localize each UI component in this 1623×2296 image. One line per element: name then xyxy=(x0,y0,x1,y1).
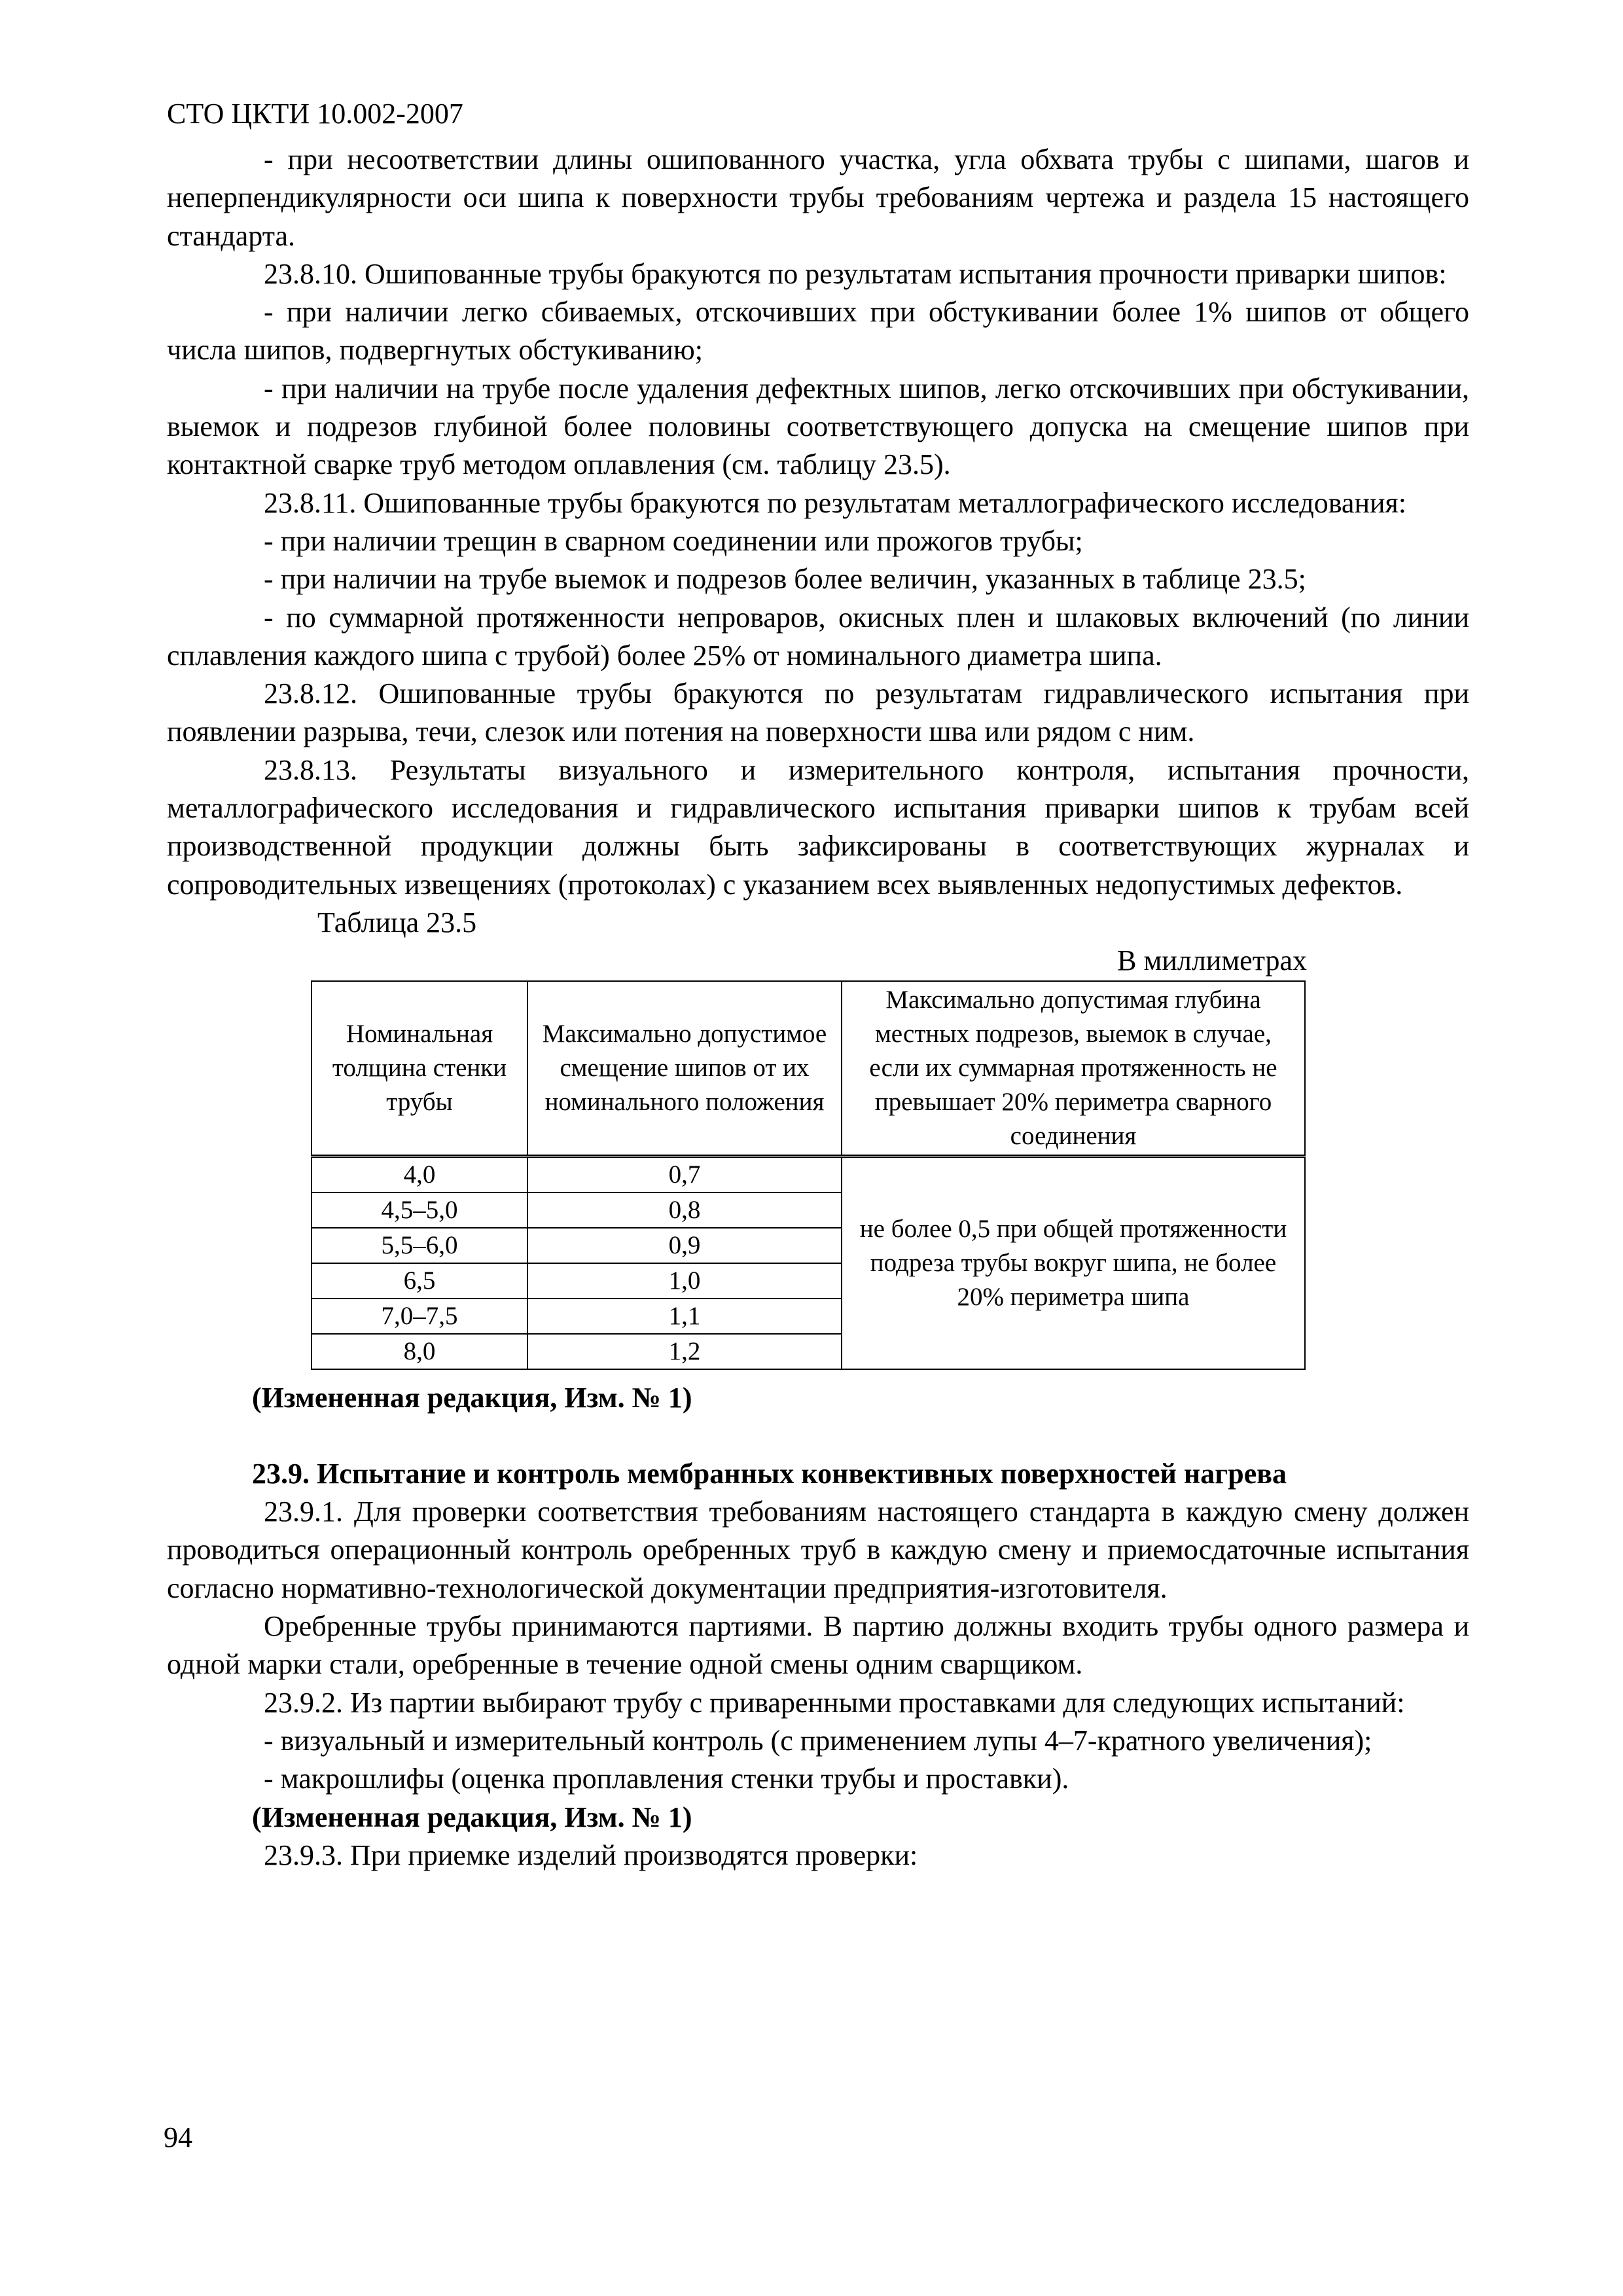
amendment-note: (Измененная редакция, Изм. № 1) xyxy=(252,1801,692,1833)
document-body xyxy=(167,141,1469,1874)
table-cell-offset: 1,0 xyxy=(527,1263,842,1299)
data-table xyxy=(311,980,1306,1370)
table-cell-thickness: 4,5–5,0 xyxy=(312,1193,527,1228)
table-cell-thickness: 6,5 xyxy=(312,1263,527,1299)
section-heading: 23.9. Испытание и контроль мембранных конвективных поверхностей нагрева xyxy=(252,1457,1287,1490)
table-header-cell: Максимально допустимая глубина местных подрезов, выемок в случае, если их суммарная протяженность не превышает 20% периметра сварного соединения xyxy=(842,981,1305,1157)
table-cell-thickness: 4,0 xyxy=(312,1156,527,1193)
table-units: В миллиметрах xyxy=(1117,944,1307,977)
paragraph: 23.8.10. Ошипованные трубы бракуются по результатам испытания прочности приварки шипов: xyxy=(264,257,1447,290)
paragraph: 23.8.13. Результаты визуального и измерительного контроля, испытания прочности, металлографического исследования и гидравлического испытания приварки шипов к трубам всей производственной продукции должны быть зафиксированы в соответствующих журналах и сопроводительных извещениях (протоколах) с указанием всех выявленных недопустимых дефектов. xyxy=(167,753,1469,901)
paragraph: - по суммарной протяженности непроваров, окисных плен и шлаковых включений (по линии сплавления каждого шипа с трубой) более 25% от номинального диаметра шипа. xyxy=(167,601,1469,672)
paragraph: - макрошлифы (оценка проплавления стенки трубы и проставки). xyxy=(264,1763,1069,1795)
table-row xyxy=(312,1156,1305,1193)
paragraph: Оребренные трубы принимаются партиями. В партию должны входить трубы одного размера и одной марки стали, оребренные в течение одной смены одним сварщиком. xyxy=(167,1610,1469,1681)
paragraph: 23.9.1. Для проверки соответствия требованиям настоящего стандарта в каждую смену должен проводиться операционный контроль оребренных труб в каждую смену и приемосдаточные испытания согласно нормативно-технологической документации предприятия-изготовителя. xyxy=(167,1496,1469,1604)
page-number: 94 xyxy=(164,2121,192,2153)
table-cell-merged: не более 0,5 при общей протяженности подреза трубы вокруг шипа, не более 20% периметра шипа xyxy=(842,1156,1305,1369)
paragraph: 23.8.12. Ошипованные трубы бракуются по результатам гидравлического испытания при появлении разрыва, течи, слезок или потения на поверхности шва или рядом с ним. xyxy=(167,677,1469,748)
table-caption: Таблица 23.5 xyxy=(317,906,477,939)
paragraph: 23.9.2. Из партии выбирают трубу с приваренными проставками для следующих испытаний: xyxy=(264,1686,1405,1719)
paragraph: - при наличии на трубе после удаления дефектных шипов, легко отскочивших при обстукивании, выемок и подрезов глубиной более половины соответствующего допуска на смещение шипов при контактной сварке труб методом оплавления (см. таблицу 23.5). xyxy=(167,372,1469,481)
table-cell-offset: 1,2 xyxy=(527,1334,842,1369)
table-header-row xyxy=(312,981,1305,1157)
table-cell-thickness: 5,5–6,0 xyxy=(312,1228,527,1263)
table-cell-offset: 0,7 xyxy=(527,1156,842,1193)
paragraph: - при наличии на трубе выемок и подрезов более величин, указанных в таблице 23.5; xyxy=(264,563,1306,596)
paragraph: 23.9.3. При приемке изделий производятся проверки: xyxy=(264,1839,918,1871)
document-id-header: СТО ЦКТИ 10.002-2007 xyxy=(167,98,463,130)
table-cell-offset: 0,8 xyxy=(527,1193,842,1228)
table-cell-thickness: 8,0 xyxy=(312,1334,527,1369)
table-header-cell: Максимально допустимое смещение шипов от их номинального положения xyxy=(527,981,842,1157)
paragraph: - при наличии трещин в сварном соединении или прожогов трубы; xyxy=(264,524,1083,557)
table-header-cell: Номинальная толщина стенки трубы xyxy=(312,981,527,1157)
table-cell-offset: 0,9 xyxy=(527,1228,842,1263)
table-cell-thickness: 7,0–7,5 xyxy=(312,1299,527,1334)
paragraph: - визуальный и измерительный контроль (с применением лупы 4–7-кратного увеличения); xyxy=(264,1724,1372,1757)
amendment-note: (Измененная редакция, Изм. № 1) xyxy=(252,1381,692,1414)
table-cell-offset: 1,1 xyxy=(527,1299,842,1334)
paragraph: - при наличии легко сбиваемых, отскочивших при обстукивании более 1% шипов от общего числа шипов, подвергнутых обстукиванию; xyxy=(167,296,1469,367)
paragraph: 23.8.11. Ошипованные трубы бракуются по результатам металлографического исследования: xyxy=(264,486,1407,519)
paragraph: - при несоответствии длины ошипованного участка, угла обхвата трубы с шипами, шагов и неперпендикулярности оси шипа к поверхности трубы требованиям чертежа и раздела 15 настоящего стандарта. xyxy=(167,143,1469,252)
